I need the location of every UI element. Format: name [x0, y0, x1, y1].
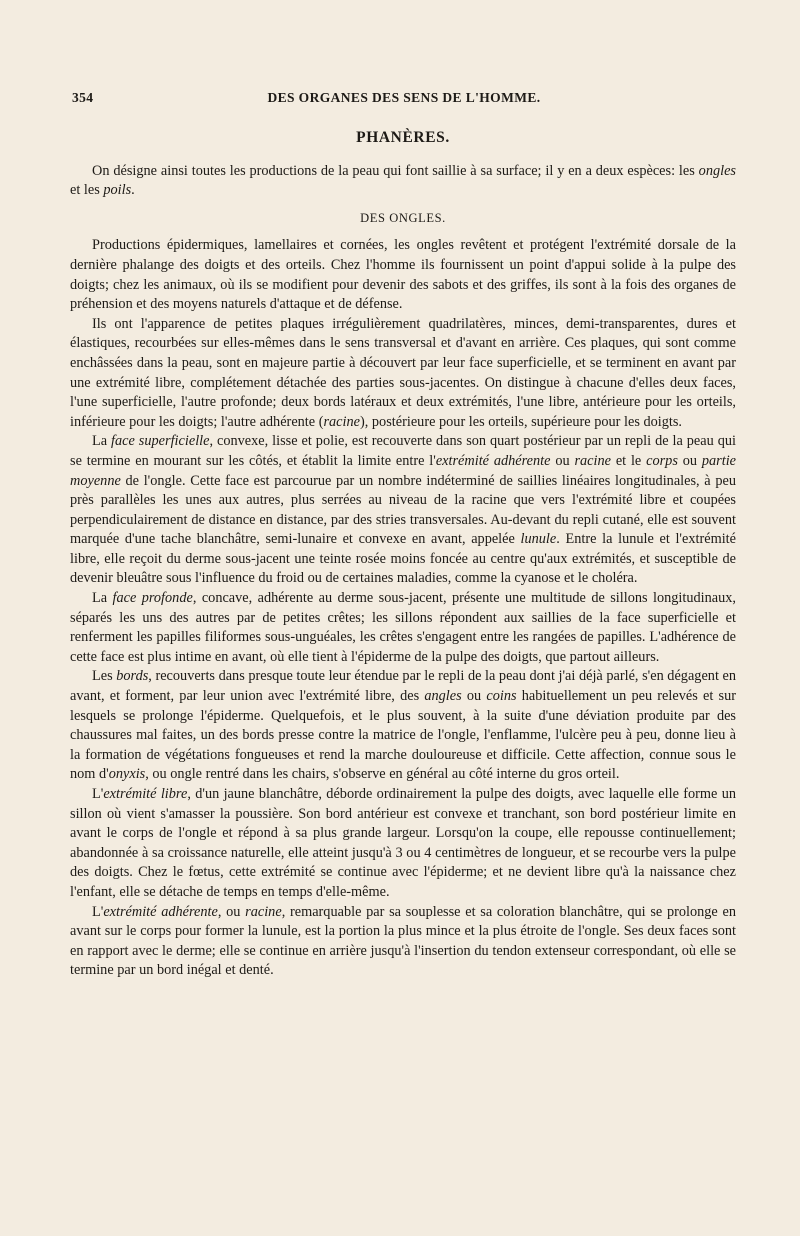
section-title: PHANÈRES. [356, 129, 450, 146]
text-run: Les [92, 668, 117, 685]
text-run: , d'un jaune blanchâtre, déborde ordinairement la pulpe des doigts, avec laquelle elle forme un sillon où vient s'amasser la poussière. Son bord antérieur est convexe et tranchant, son bord postérieur limite en avant le corps de l'ongle et répond à sa plus grande largeur. Lorsqu'on la coupe, elle repousse continuellement; abandonnée à sa croissance naturelle, elle atteint jusqu'à 3 ou 4 centimètres de longueur, et se recourbe vers la pulpe des doigts. Chez le fœtus, cette extrémité se continue avec l'épiderme; et ne devient libre qu'à la naissance chez l'enfant, elle se détache de temps en temps d'elle-même. [70, 786, 737, 900]
text-run: La [92, 433, 112, 450]
paragraph-3 [70, 432, 736, 589]
italic-term: corps [646, 452, 678, 469]
subsection-title: DES ONGLES. [360, 210, 446, 225]
running-header [72, 90, 736, 110]
text-run: . Entre la lunule et l'extrémité libre, elle reçoit du derme sous-jacent une teinte rosée moins foncée au centre qu'aux extrémités, et susceptible de devenir bleuâtre sous l'influence du froid ou de certaines maladies, comme la cyanose et le choléra. [70, 531, 736, 587]
italic-term: onyxis [108, 766, 146, 783]
italic-term: poils [103, 182, 132, 199]
text-run: L' [92, 786, 104, 802]
body-text [70, 128, 736, 981]
italic-term: partie moyenne [70, 452, 737, 489]
text-run: , ou ongle rentré dans les chairs, s'observe en général au côté interne du gros orteil. [145, 766, 620, 783]
text-run: , concave, adhérente au derme sous-jacent, présente une multitude de sillons longitudinaux, séparés les uns des autres par de petites crêtes; les sillons répondent aux saillies de la face superficielle et renferment les papilles filiformes sous-unguéales, les crêtes s'engagent entre les rangées de papilles. L'adhérence de cette face est plus intime en avant, où elle tient à l'épiderme de la pulpe des doigts, que partout ailleurs. [70, 590, 736, 665]
text-run: , ou [217, 903, 246, 920]
text-run: L' [92, 903, 104, 920]
italic-term: extrémité libre [103, 786, 188, 802]
page-number: 354 [72, 90, 94, 105]
italic-term: ongles [698, 162, 736, 179]
italic-term: racine [574, 452, 611, 469]
text-run: . [131, 182, 135, 199]
text-run: , convexe, lisse et polie, est recouverte dans son quart postérieur par un repli de la peau qui se termine en mourant sur les côtés, et établit la limite entre l' [70, 433, 736, 469]
text-run: , remarquable par sa souplesse et sa coloration blanchâtre, qui se prolonge en avant sur le corps pour former la lunule, est la portion la plus mince et la plus étroite de l'ongle. Ses deux faces sont en rapport avec le derme; elle se continue en arrière jusqu'à l'insertion du tendon extenseur correspondant, où elle se termine par un bord inégal et denté. [70, 903, 736, 979]
text-run: ou [677, 452, 702, 469]
italic-term: coins [486, 688, 517, 705]
paragraph-2 [70, 315, 736, 433]
italic-term: extrémité adhérente [103, 903, 218, 920]
paragraph-7 [70, 903, 736, 981]
italic-term: bords [116, 668, 149, 685]
text-run: On désigne ainsi toutes les productions de la peau qui font saillie à sa surface; il y en a deux espèces: les [92, 162, 699, 179]
paragraph-1: Productions épidermiques, lamellaires et cornées, les ongles revêtent et protégent l'extrémité dorsale de la dernière phalange des doigts et des orteils. Chez l'homme ils fournissent un point d'appui solide à la pulpe des doigts; chez les animaux, où ils se modifient pour devenir des sabots et des griffes, ils sont à la fois des organes de préhension et des moyens naturels d'attaque et de défense. [70, 237, 736, 313]
text-run: habituellement un peu relevés et sur lesquels se prolonge l'épiderme. Quelquefois, et le plus souvent, à la suite d'une déviation produite par des chaussures mal faites, un des bords presse contre la matrice de l'ongle, l'enflamme, l'ulcère peu à peu, donne lieu à la formation de végétations fongueuses et rend la marche douloureuse et difficile. Cette affection, connue sous le nom d' [70, 688, 736, 783]
text-run: ), postérieure pour les orteils, supérieure pour les doigts. [360, 413, 682, 430]
text-run: de l'ongle. Cette face est parcourue par un nombre indéterminé de saillies linéaires longitudinales, à peu près parallèles les unes aux autres, plus serrées au niveau de la racine que vers l'extrémité libre et coupées perpendiculairement de distance en distance, par des stries transversales. Au-devant du repli cutané, elle est souvent marquée d'une tache blanchâtre, semi-lunaire et convexe en avant, appelée [70, 472, 736, 548]
paragraph-4 [70, 589, 736, 667]
text-run: La [92, 590, 113, 607]
italic-term: racine [323, 413, 360, 430]
italic-term: extrémité adhérente [435, 452, 551, 469]
text-run: Ils ont l'apparence de petites plaques irrégulièrement quadrilatères, minces, demi-transparentes, dures et élastiques, recourbées sur elles-mêmes dans le sens transversal et d'avant en arrière. Ces plaques, qui sont comme enchâssées dans la peau, sont en majeure partie à découvert par leur face superficielle, et se terminent en avant par une extrémité libre, complétement détachée des parties sous-jacentes. On distingue à chacune d'elles deux faces, l'une superficielle, l'autre profonde; deux bords latéraux et deux extrémités, l'une libre, antérieure pour les orteils, inférieure pour les doigts; l'autre adhérente ( [70, 315, 736, 430]
text-run: ou [550, 452, 575, 469]
italic-term: face profonde [112, 590, 193, 607]
italic-term: face superficielle [111, 433, 210, 450]
paragraph-6 [70, 785, 736, 903]
italic-term: racine [245, 903, 282, 920]
text-run: et le [610, 452, 647, 469]
text-run: et les [70, 182, 104, 199]
italic-term: angles [424, 688, 462, 705]
intro-paragraph [70, 162, 736, 201]
italic-term: lunule [520, 531, 557, 548]
paragraph-5 [70, 667, 736, 785]
running-title: DES ORGANES DES SENS DE L'HOMME. [267, 90, 541, 105]
text-run: , recouverts dans presque toute leur étendue par le repli de la peau dont j'ai déjà parlé, s'en dégagent en avant, et forment, par leur union avec l'extrémité libre, des [70, 668, 736, 705]
text-run: ou [461, 688, 487, 705]
